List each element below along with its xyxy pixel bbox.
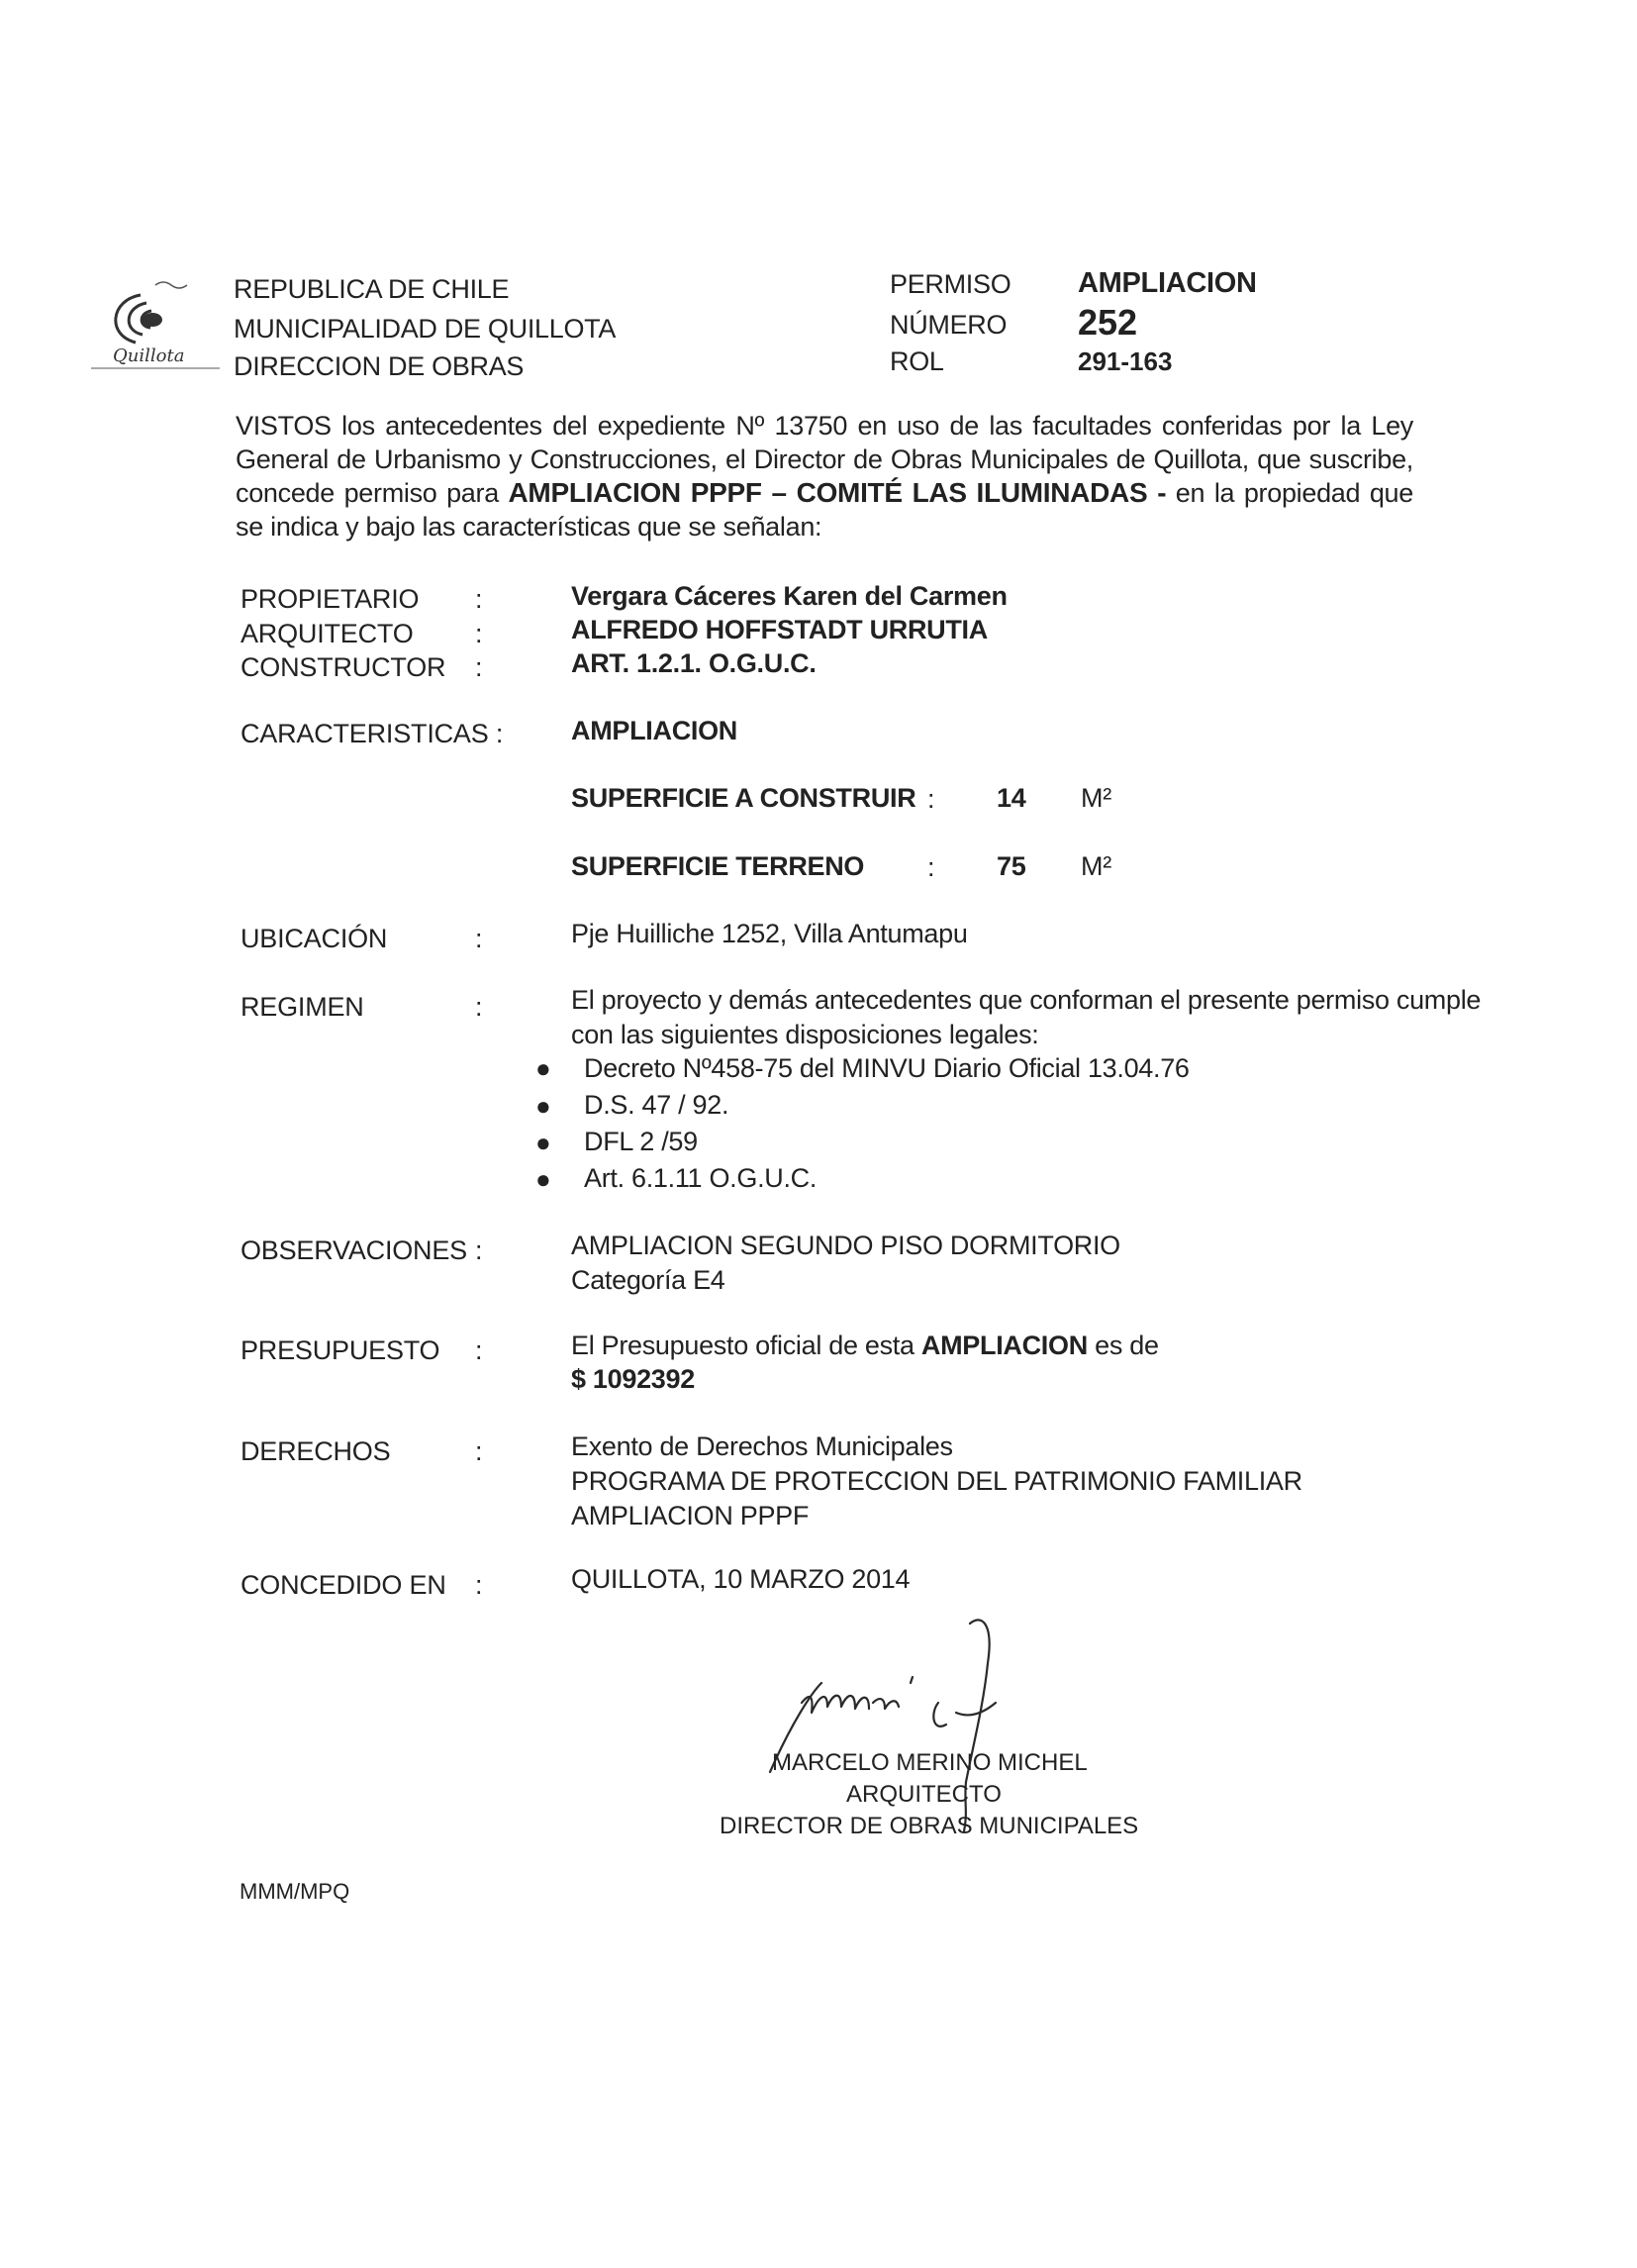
presupuesto-text [571, 1331, 1159, 1361]
observaciones-label: OBSERVACIONES [241, 1235, 467, 1265]
observaciones-line-2: Categoría E4 [571, 1265, 725, 1295]
ubicacion-label: UBICACIÓN [241, 924, 388, 953]
bullet-icon: ● [535, 1091, 551, 1121]
header-line-3: DIRECCION DE OBRAS [234, 351, 525, 381]
rol-label: ROL [890, 346, 944, 376]
logo-text: Quillota [113, 345, 185, 366]
derechos-label: DERECHOS [241, 1436, 391, 1466]
constructor-value: ART. 1.2.1. O.G.U.C. [571, 648, 817, 678]
presupuesto-pre: El Presupuesto oficial de esta [571, 1331, 921, 1360]
intro-paragraph [236, 409, 1413, 543]
rol-value: 291-163 [1078, 346, 1173, 376]
regimen-label: REGIMEN [241, 992, 364, 1022]
colon: : [475, 1235, 483, 1265]
signatory-title: ARQUITECTO [846, 1781, 1002, 1808]
caracteristicas-label: CARACTERISTICAS : [241, 719, 504, 748]
colon: : [927, 852, 935, 882]
bullet-icon: ● [535, 1053, 551, 1083]
superficie-construir-label: SUPERFICIE A CONSTRUIR [571, 783, 916, 813]
colon: : [475, 1436, 483, 1466]
intro-text-1: VISTOS los antecedentes del expediente Nº 13750 en uso de las facultades conferidas por la Ley General de Urbanismo y Construcciones, el Director de Obras Municipales de Quillota, que suscribe, concede permiso para [236, 411, 1413, 508]
colon: : [475, 1335, 483, 1365]
regimen-item: DFL 2 /59 [584, 1127, 698, 1156]
arquitecto-label: ARQUITECTO [241, 619, 414, 648]
caracteristicas-value: AMPLIACION [571, 716, 737, 745]
propietario-label: PROPIETARIO [241, 584, 420, 614]
propietario-value: Vergara Cáceres Karen del Carmen [571, 581, 1008, 611]
colon: : [475, 924, 483, 953]
permiso-label: PERMISO [890, 269, 1011, 299]
numero-value: 252 [1078, 302, 1138, 343]
colon: : [475, 619, 483, 648]
intro-project-name: AMPLIACION PPPF – COMITÉ LAS ILUMINADAS - [508, 477, 1167, 508]
colon: : [927, 784, 935, 814]
superficie-terreno-label: SUPERFICIE TERRENO [571, 851, 865, 881]
concedido-label: CONCEDIDO EN [241, 1570, 446, 1600]
regimen-line-1: El proyecto y demás antecedentes que conforman el presente permiso cumple [571, 985, 1482, 1015]
derechos-line-2: PROGRAMA DE PROTECCION DEL PATRIMONIO FAMILIAR [571, 1466, 1302, 1496]
constructor-label: CONSTRUCTOR [241, 652, 446, 682]
colon: : [475, 584, 483, 614]
presupuesto-post: es de [1087, 1331, 1159, 1360]
numero-label: NÚMERO [890, 310, 1008, 340]
ubicacion-value: Pje Huilliche 1252, Villa Antumapu [571, 919, 968, 948]
signatory-position: DIRECTOR DE OBRAS MUNICIPALES [720, 1813, 1139, 1839]
observaciones-line-1: AMPLIACION SEGUNDO PISO DORMITORIO [571, 1231, 1120, 1260]
colon: : [475, 652, 483, 682]
intro-text-2: en la propiedad que se indica y bajo las características que se señalan: [236, 478, 1413, 542]
header-line-1: REPUBLICA DE CHILE [234, 274, 510, 304]
signatory-name: MARCELO MERINO MICHEL [772, 1749, 1088, 1776]
bullet-icon: ● [535, 1164, 551, 1194]
superficie-construir-value: 14 [997, 783, 1026, 813]
presupuesto-amount: $ 1092392 [571, 1364, 695, 1394]
superficie-terreno-unit: M² [1081, 851, 1111, 881]
regimen-item: D.S. 47 / 92. [584, 1090, 729, 1120]
footer-initials: MMM/MPQ [240, 1879, 350, 1904]
regimen-item: Decreto Nº458-75 del MINVU Diario Oficial 13.04.76 [584, 1053, 1190, 1083]
concedido-value: QUILLOTA, 10 MARZO 2014 [571, 1564, 911, 1594]
regimen-line-2: con las siguientes disposiciones legales: [571, 1020, 1039, 1049]
derechos-line-1: Exento de Derechos Municipales [571, 1431, 953, 1461]
regimen-item: Art. 6.1.11 O.G.U.C. [584, 1163, 818, 1193]
permiso-value: AMPLIACION [1078, 267, 1257, 299]
derechos-line-3: AMPLIACION PPPF [571, 1501, 810, 1530]
municipality-logo [81, 265, 230, 384]
bullet-icon: ● [535, 1128, 551, 1157]
presupuesto-type: AMPLIACION [920, 1331, 1088, 1360]
arquitecto-value: ALFREDO HOFFSTADT URRUTIA [571, 615, 988, 644]
superficie-construir-unit: M² [1081, 783, 1111, 813]
colon: : [475, 992, 483, 1022]
header-line-2: MUNICIPALIDAD DE QUILLOTA [234, 314, 617, 344]
superficie-terreno-value: 75 [997, 851, 1026, 881]
presupuesto-label: PRESUPUESTO [241, 1335, 440, 1365]
colon: : [475, 1570, 483, 1600]
